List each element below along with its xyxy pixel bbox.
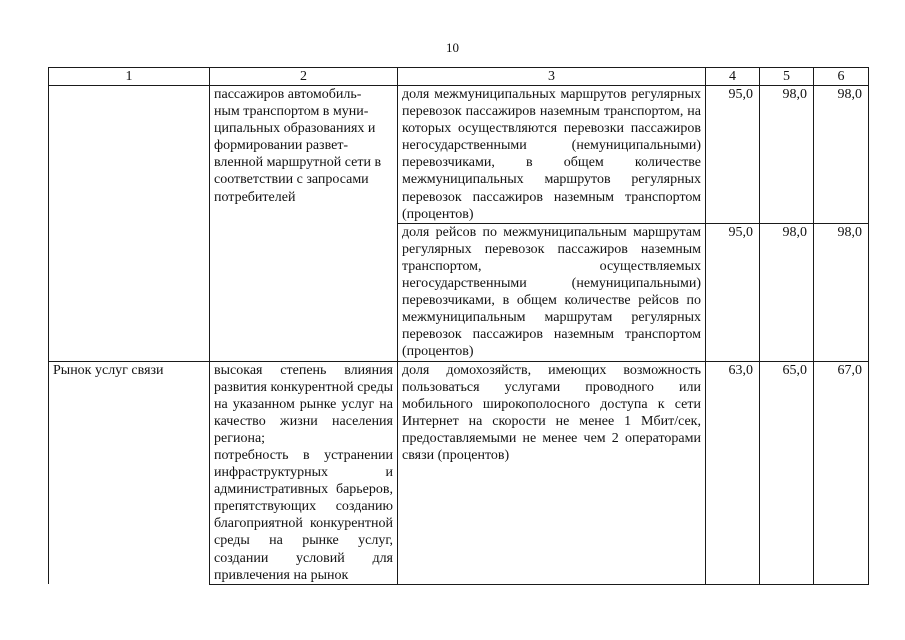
indicators-table (48, 67, 869, 585)
header-col-2: 2 (210, 68, 398, 86)
value-col-6: 67,0 (814, 361, 869, 584)
header-row (49, 68, 869, 86)
value-col-4: 95,0 (706, 223, 760, 361)
value-col-5: 98,0 (760, 223, 814, 361)
indicator-cell: доля рейсов по межмуниципальным маршрутам регулярных перевозок пассажиров наземным транспортом, осуществляемых негосударственными (немуниципальными) перевозчиками, в общем количестве рейсов по межмуниципальным маршрутам регулярных перевозок пассажиров наземным транспортом (процентов) (398, 223, 706, 361)
value-col-5: 98,0 (760, 86, 814, 224)
reason-cell: пассажиров автомобиль- ным транспортом в муни- ципальных образованиях и формировании развет- вленной маршрутной сети в соответствии с запросами потребителей (210, 86, 398, 362)
value-col-6: 98,0 (814, 86, 869, 224)
header-col-4: 4 (706, 68, 760, 86)
value-col-4: 95,0 (706, 86, 760, 224)
header-col-6: 6 (814, 68, 869, 86)
header-col-5: 5 (760, 68, 814, 86)
market-cell (49, 86, 210, 362)
header-col-1: 1 (49, 68, 210, 86)
indicator-cell: доля домохозяйств, имеющих возможность пользоваться услугами проводного или мобильного широкополосного доступа к сети Интернет на скорости не менее 1 Мбит/сек, предоставляемыми не менее чем 2 операторами связи (процентов) (398, 361, 706, 584)
page-number: 10 (446, 40, 459, 55)
value-col-6: 98,0 (814, 223, 869, 361)
market-cell: Рынок услуг связи (49, 361, 210, 584)
indicator-cell: доля межмуниципальных маршрутов регулярных перевозок пассажиров наземным транспортом, на которых осуществляются перевозки пассажиров негосударственными (немуниципальными) перевозчиками, в общем количестве межмуниципальных маршрутов регулярных перевозок пассажиров наземным транспортом (процентов) (398, 86, 706, 224)
table-row (49, 361, 869, 584)
value-col-5: 65,0 (760, 361, 814, 584)
table-row (49, 86, 869, 224)
reason-cell: высокая степень влияния развития конкурентной среды на указанном рынке услуг на качество жизни населения региона; потребность в устранении инфраструктурных и административных барьеров, препятствующих созданию благоприятной конкурентной среды на рынке услуг, создании условий для привлечения на рынок (210, 361, 398, 584)
header-col-3: 3 (398, 68, 706, 86)
value-col-4: 63,0 (706, 361, 760, 584)
